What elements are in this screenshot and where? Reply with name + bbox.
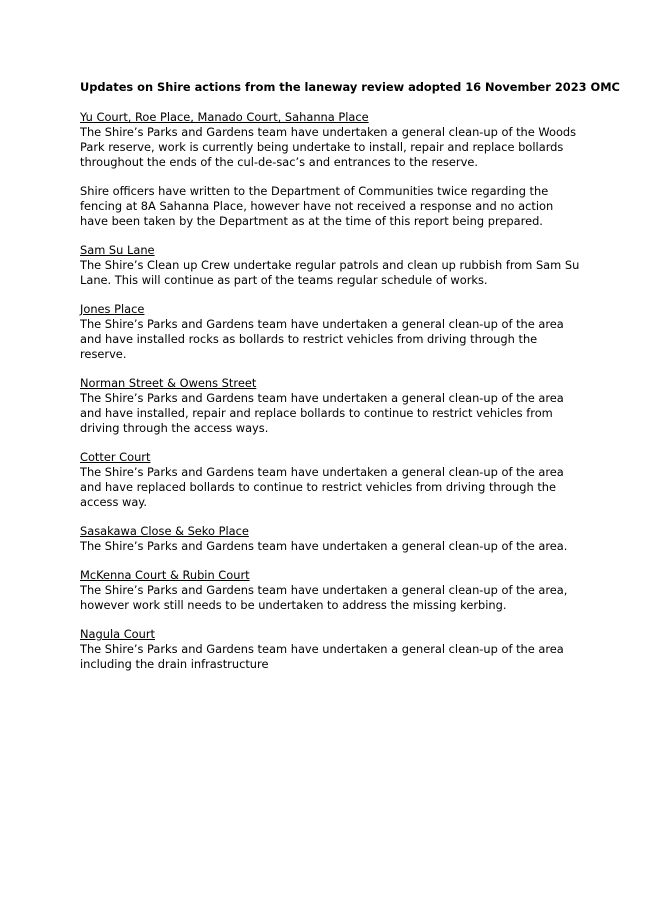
- section-heading: Yu Court, Roe Place, Manado Court, Sahanna Place: [80, 110, 369, 124]
- section-paragraph: The Shire’s Parks and Gardens team have undertaken a general clean-up of the area, however work still needs to be undertaken to address the missing kerbing.: [80, 583, 568, 612]
- section-heading: Nagula Court: [80, 627, 156, 641]
- section-sasakawa-seko: [80, 524, 580, 554]
- document-title: Updates on Shire actions from the laneway review adopted 16 November 2023 OMC: [80, 80, 620, 94]
- section-mckenna-rubin: [80, 568, 580, 613]
- section-heading: Sam Su Lane: [80, 243, 155, 257]
- section-paragraph: The Shire’s Parks and Gardens team have undertaken a general clean-up of the area and have installed, repair and replace bollards to continue to restrict vehicles from driving through the access ways.: [80, 391, 564, 435]
- section-nagula-court: [80, 627, 580, 672]
- section-heading: Jones Place: [80, 302, 145, 316]
- section-jones-place: [80, 302, 580, 362]
- section-cotter-court: [80, 450, 580, 510]
- section-heading: Sasakawa Close & Seko Place: [80, 524, 249, 538]
- section-paragraph: The Shire’s Parks and Gardens team have undertaken a general clean-up of the area and have installed rocks as bollards to restrict vehicles from driving through the reserve.: [80, 317, 564, 361]
- document-body: [80, 80, 620, 686]
- section-sam-su-lane: [80, 243, 580, 288]
- section-heading: Cotter Court: [80, 450, 151, 464]
- section-yu-court: [80, 110, 580, 229]
- section-paragraph: The Shire’s Parks and Gardens team have undertaken a general clean-up of the area and have replaced bollards to continue to restrict vehicles from driving through the access way.: [80, 465, 564, 509]
- section-paragraph: The Shire’s Clean up Crew undertake regular patrols and clean up rubbish from Sam Su Lane. This will continue as part of the teams regular schedule of works.: [80, 258, 580, 287]
- section-heading: Norman Street & Owens Street: [80, 376, 257, 390]
- section-paragraph: The Shire’s Parks and Gardens team have undertaken a general clean-up of the Woods Park reserve, work is currently being undertake to install, repair and replace bollards throughout the ends of the cul-de-sac’s and entrances to the reserve.: [80, 125, 577, 169]
- section-heading: McKenna Court & Rubin Court: [80, 568, 250, 582]
- section-paragraph: The Shire’s Parks and Gardens team have undertaken a general clean-up of the area.: [80, 539, 568, 553]
- section-norman-owens: [80, 376, 580, 436]
- section-paragraph: The Shire’s Parks and Gardens team have undertaken a general clean-up of the area including the drain infrastructure: [80, 642, 564, 671]
- section-paragraph: Shire officers have written to the Department of Communities twice regarding the fencing at 8A Sahanna Place, however have not received a response and no action have been taken by the Department as at the time of this report being prepared.: [80, 184, 554, 228]
